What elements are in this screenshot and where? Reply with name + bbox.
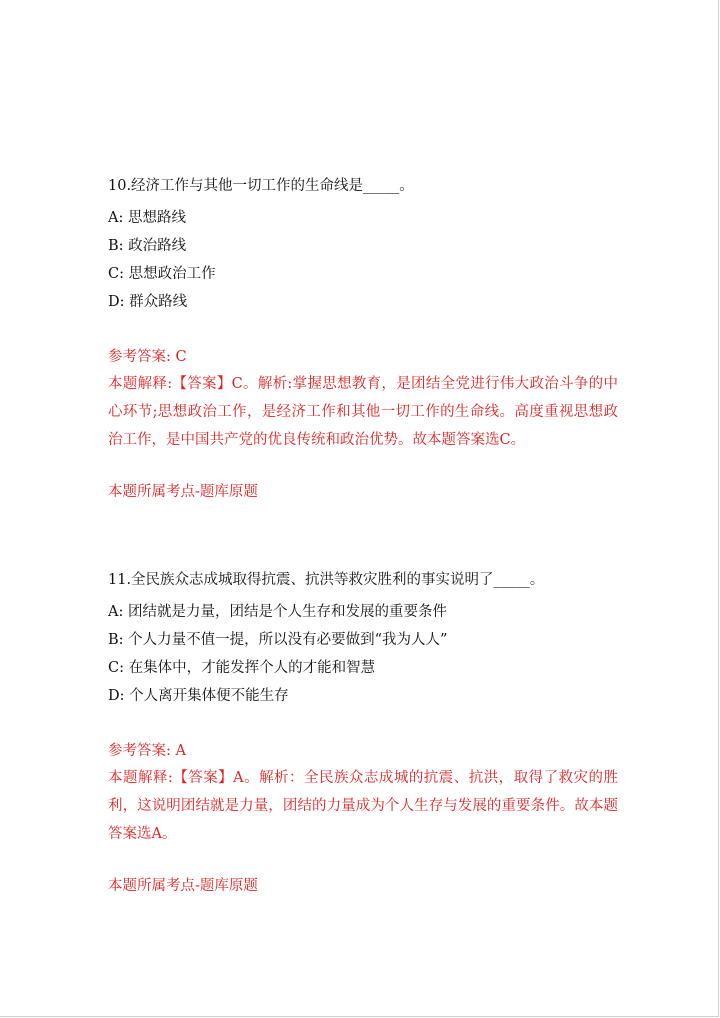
question-source: 本题所属考点-题库原题 — [108, 484, 258, 500]
reference-answer: 参考答案: A — [108, 743, 186, 759]
question-10 — [108, 176, 618, 504]
option-d: D: 个人离开集体便不能生存 — [108, 688, 289, 704]
option-list — [108, 204, 618, 316]
answer-analysis: 本题解释:【答案】A。解析：全民族众志成城的抗震、抗洪，取得了救灾的胜利，这说明团结就是力量，团结的力量成为个人生存与发展的重要条件。故本题答案选A。 — [108, 770, 618, 842]
option-list — [108, 598, 618, 710]
option-c: C: 在集体中，才能发挥个人的才能和智慧 — [108, 660, 376, 676]
question-11 — [108, 570, 618, 898]
option-b: B: 个人力量不值一提，所以没有必要做到“我为人人” — [108, 632, 448, 648]
option-c: C: 思想政治工作 — [108, 266, 216, 282]
option-a: A: 团结就是力量，团结是个人生存和发展的重要条件 — [108, 604, 447, 620]
question-stem: 10.经济工作与其他一切工作的生命线是_____。 — [108, 178, 414, 194]
answer-analysis: 本题解释:【答案】C。解析:掌握思想教育，是团结全党进行伟大政治斗争的中心环节;思想政治工作，是经济工作和其他一切工作的生命线。高度重视思想政治工作，是中国共产党的优良传统和政治优势。故本题答案选C。 — [108, 376, 618, 448]
reference-answer: 参考答案: C — [108, 349, 187, 365]
option-b: B: 政治路线 — [108, 238, 187, 254]
question-source: 本题所属考点-题库原题 — [108, 878, 258, 894]
question-stem: 11.全民族众志成城取得抗震、抗洪等救灾胜利的事实说明了_____。 — [108, 572, 545, 588]
option-d: D: 群众路线 — [108, 294, 188, 310]
option-a: A: 思想路线 — [108, 210, 186, 226]
